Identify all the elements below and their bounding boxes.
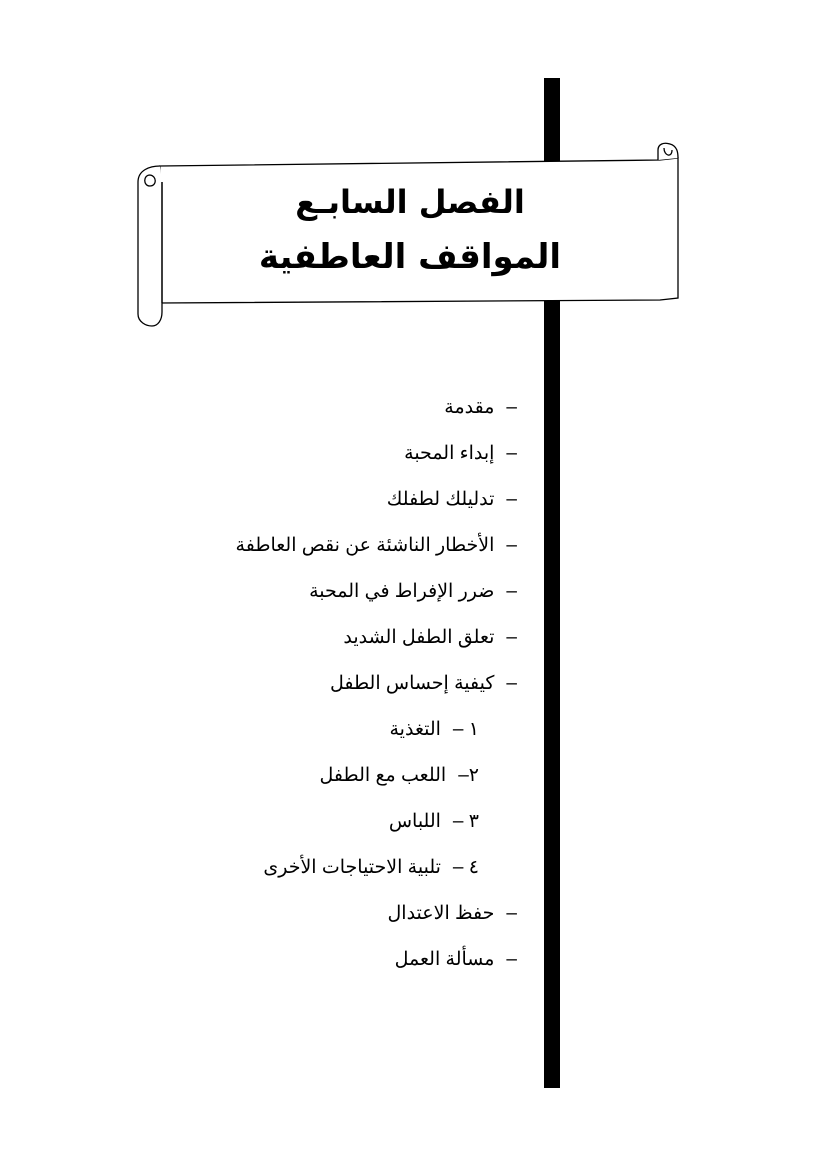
chapter-subtitle: المواقف العاطفية [258, 237, 562, 277]
toc-label: كيفية إحساس الطفل [329, 673, 495, 694]
toc-marker: – [506, 489, 517, 510]
signpost-pole-bottom [544, 300, 560, 1088]
toc-label: مقدمة [444, 397, 495, 418]
toc-label: تلبية الاحتياجات الأخرى [263, 857, 441, 878]
toc-item [236, 490, 517, 536]
toc-item [236, 582, 517, 628]
toc-marker: – [506, 581, 517, 602]
scroll-banner [0, 0, 815, 340]
toc-item [236, 444, 517, 490]
toc-label: تعلق الطفل الشديد [343, 627, 495, 648]
toc-label: التغذية [389, 719, 441, 740]
toc-subitem [236, 720, 517, 766]
toc-subitem [236, 812, 517, 858]
toc-item [236, 950, 517, 996]
toc-label: تدليلك لطفلك [386, 489, 495, 510]
toc-marker: – [506, 443, 517, 464]
toc-label: ضرر الإفراط في المحبة [309, 581, 495, 602]
toc-marker: ٣ – [452, 811, 479, 832]
toc-label: حفظ الاعتدال [387, 903, 495, 924]
toc-label: اللباس [388, 811, 441, 832]
toc-subitem [236, 858, 517, 904]
toc-item [236, 674, 517, 720]
toc-label: إبداء المحبة [404, 443, 495, 464]
toc-label: مسألة العمل [394, 949, 495, 970]
toc-marker: – [506, 627, 517, 648]
toc-marker: – [506, 397, 517, 418]
toc-marker: – [506, 535, 517, 556]
toc-item [236, 398, 517, 444]
toc-marker: ٢– [458, 765, 479, 786]
toc-item [236, 536, 517, 582]
toc-subitem [236, 766, 517, 812]
toc-item [236, 628, 517, 674]
toc-marker: – [506, 903, 517, 924]
toc-marker: ٤ – [452, 857, 479, 878]
toc-label: اللعب مع الطفل [319, 765, 447, 786]
toc-marker: ١ – [452, 719, 479, 740]
toc-marker: – [506, 949, 517, 970]
toc-item [236, 904, 517, 950]
table-of-contents [236, 398, 517, 996]
chapter-heading: الفصل السابـع [295, 183, 525, 221]
toc-marker: – [506, 673, 517, 694]
toc-label: الأخطار الناشئة عن نقص العاطفة [235, 535, 495, 556]
